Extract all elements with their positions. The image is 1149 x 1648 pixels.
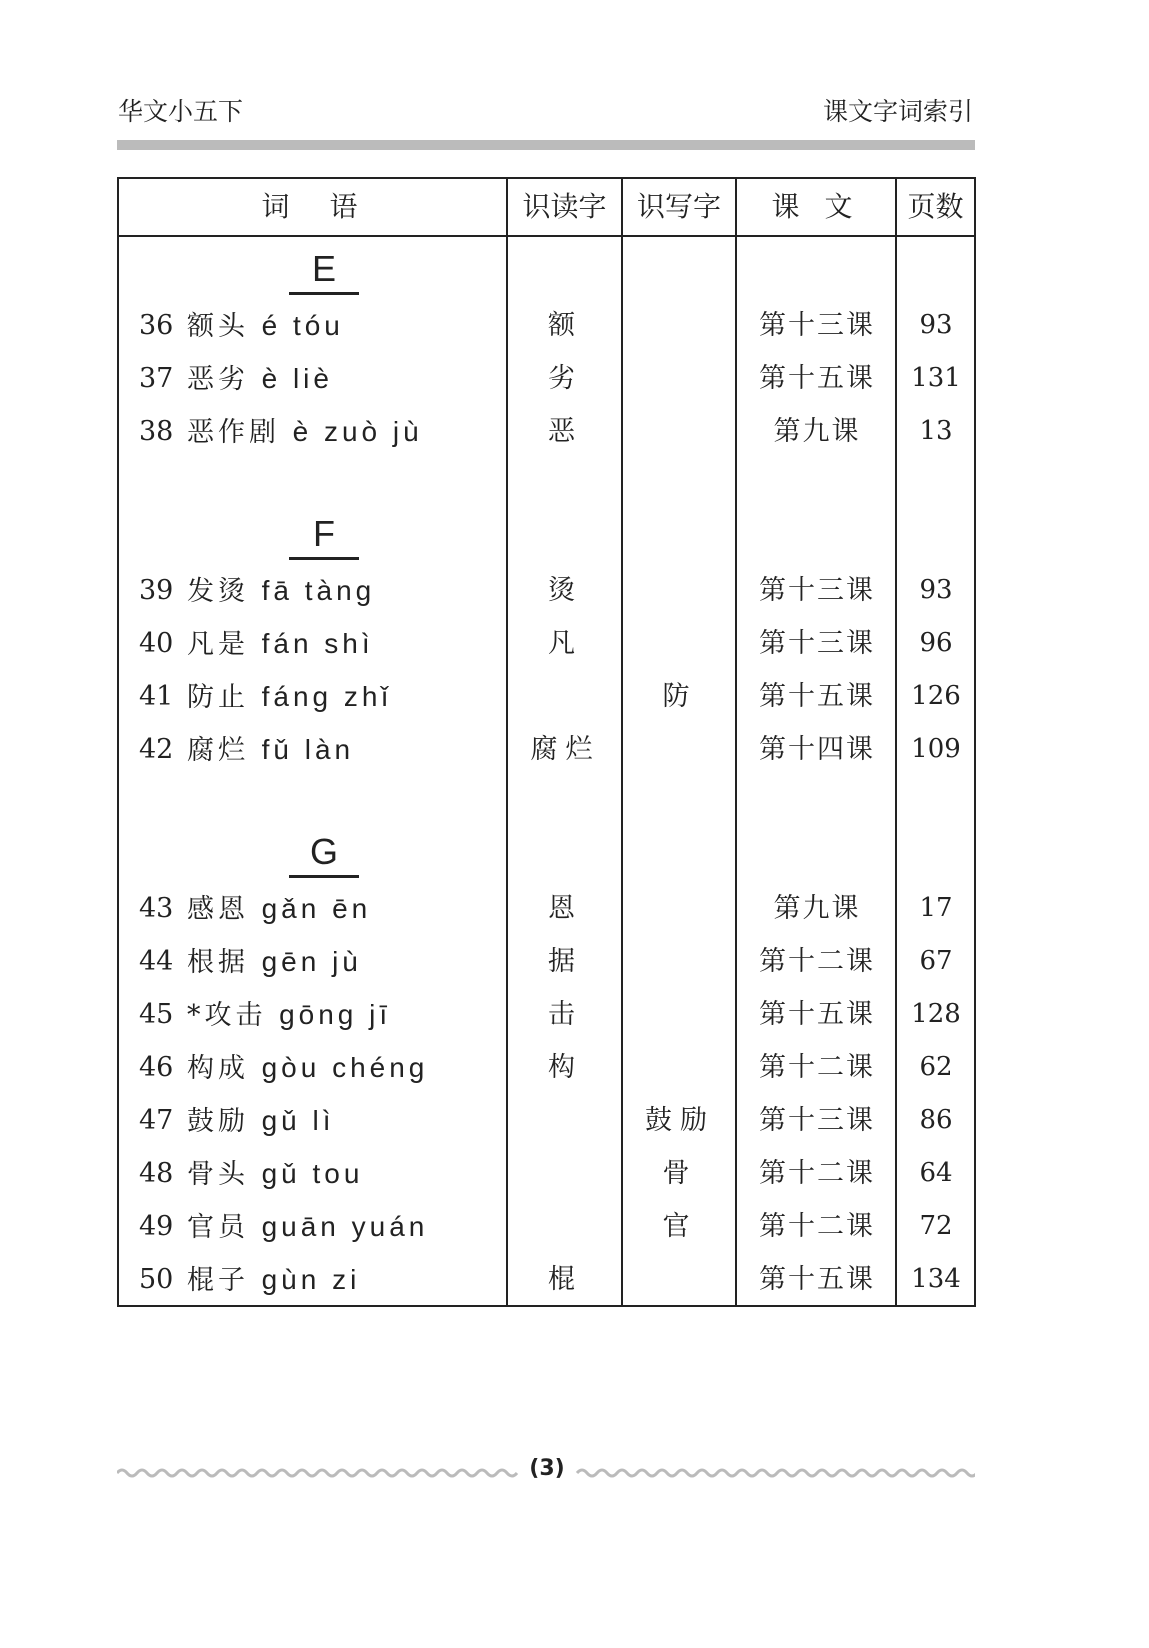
page-ref: 62 [919,1052,953,1082]
lesson: 第十三课 [759,628,875,659]
read-chars: 击 [548,999,583,1030]
read-chars: 额 [548,310,583,341]
read-chars: 恶 [548,416,583,447]
page-ref: 93 [919,575,953,605]
entry-word [187,1147,363,1201]
table-row [119,405,974,458]
write-chars: 防 [662,681,698,712]
entry-word [187,670,392,724]
entry-number: 39 [139,575,174,606]
lesson: 第十三课 [759,575,875,606]
word-chars: 发烫 [187,576,249,607]
entry-number: 38 [139,416,174,447]
pinyin: fā tàng [261,575,376,606]
lesson: 第九课 [773,893,861,924]
page-ref: 86 [919,1105,953,1135]
word-chars: 构成 [187,1053,249,1084]
read-chars: 凡 [548,628,583,659]
lesson: 第十四课 [759,734,875,765]
table-row [119,1253,974,1306]
header-words: 词 语 [261,190,364,223]
page-ref: 13 [919,416,953,446]
word-chars: 官员 [187,1212,249,1243]
entry-number: 36 [139,310,174,341]
entry-number: 45 [139,999,174,1030]
lesson: 第十五课 [759,363,875,394]
word-chars: *攻击 [187,1000,267,1031]
entry-word [187,1041,428,1095]
entry-word [187,723,354,777]
read-chars: 烫 [548,575,583,606]
section-letter-row [119,829,974,882]
table-row [119,564,974,617]
pinyin: gǎn ēn [261,893,372,924]
pinyin: fǔ làn [261,734,355,765]
page-ref: 131 [911,363,961,393]
pinyin: guān yuán [261,1211,429,1242]
entry-word [187,988,391,1042]
entry-number: 47 [139,1105,174,1136]
read-chars: 劣 [548,363,583,394]
lesson: 第十二课 [759,946,875,977]
entry-word [187,617,374,671]
entry-number: 46 [139,1052,174,1083]
word-chars: 感恩 [187,894,249,925]
index-table [117,177,976,1307]
pinyin: è liè [261,363,333,394]
entry-number: 50 [139,1264,174,1295]
table-row [119,1147,974,1200]
entry-word [187,352,333,406]
page-ref: 109 [911,734,961,764]
word-chars: 棍子 [187,1265,249,1296]
lesson: 第十二课 [759,1211,875,1242]
pinyin: gēn jù [261,946,362,977]
page-number: (3) [529,1456,565,1481]
pinyin: gōng jī [279,999,392,1030]
entry-number: 43 [139,893,174,924]
pinyin: gǔ lì [261,1105,335,1136]
entry-word [187,1094,335,1148]
table-row [119,882,974,935]
section-title: 课文字词索引 [822,97,973,126]
header-lesson: 课 文 [771,190,861,223]
page-ref: 126 [911,681,961,711]
page-ref: 134 [911,1264,961,1294]
word-chars: 恶劣 [187,364,249,395]
word-chars: 根据 [187,947,249,978]
table-row [119,352,974,405]
blank-row [119,458,974,511]
entry-number: 40 [139,628,174,659]
table-row [119,670,974,723]
pinyin: gùn zi [261,1264,361,1295]
entry-word [187,564,375,618]
entry-word [187,935,362,989]
word-chars: 鼓励 [187,1106,249,1137]
table-header [119,179,974,237]
page-ref: 17 [919,893,953,923]
page-ref: 64 [919,1158,953,1188]
table-row [119,1200,974,1253]
entry-word [187,1200,428,1254]
header-page: 页数 [907,190,964,223]
write-chars: 骨 [662,1158,698,1189]
table-row [119,617,974,670]
word-chars: 腐烂 [187,735,249,766]
lesson: 第十二课 [759,1052,875,1083]
read-chars: 棍 [548,1264,583,1295]
page-ref: 93 [919,310,953,340]
word-chars: 额头 [187,311,249,342]
header-write-chars: 识写字 [636,190,721,223]
pinyin: gòu chéng [261,1052,429,1083]
lesson: 第十五课 [759,681,875,712]
blank-row [119,776,974,829]
header-divider [117,140,975,150]
entry-word [187,405,423,459]
lesson: 第十三课 [759,1105,875,1136]
page-ref: 96 [919,628,953,658]
page-ref: 72 [919,1211,953,1241]
section-letter-row [119,246,974,299]
section-letter: G [289,829,359,878]
pinyin: è zuò jù [292,416,423,447]
section-letter-row [119,511,974,564]
page-ref: 67 [919,946,953,976]
entry-number: 49 [139,1211,174,1242]
pinyin: é tóu [261,310,344,341]
table-row [119,988,974,1041]
entry-number: 44 [139,946,174,977]
table-body [119,246,974,1306]
header-read-chars: 识读字 [522,190,607,223]
table-row [119,299,974,352]
read-chars: 构 [548,1052,583,1083]
book-title: 华文小五下 [118,97,244,126]
table-row [119,935,974,988]
write-chars: 鼓励 [645,1105,715,1136]
word-chars: 防止 [187,682,249,713]
entry-word [187,299,344,353]
footer [117,1456,975,1490]
write-chars: 官 [662,1211,698,1242]
entry-number: 37 [139,363,174,394]
entry-word [187,1253,360,1307]
entry-number: 48 [139,1158,174,1189]
entry-word [187,882,371,936]
read-chars: 据 [548,946,583,977]
page-ref: 128 [911,999,961,1029]
section-letter: F [289,511,359,560]
pinyin: fáng zhǐ [261,681,392,712]
entry-number: 41 [139,681,174,712]
table-row [119,723,974,776]
word-chars: 凡是 [187,629,249,660]
lesson: 第十五课 [759,999,875,1030]
table-row [119,1094,974,1147]
lesson: 第十三课 [759,310,875,341]
word-chars: 恶作剧 [187,417,280,448]
read-chars: 恩 [548,893,583,924]
lesson: 第十二课 [759,1158,875,1189]
word-chars: 骨头 [187,1159,249,1190]
lesson: 第十五课 [759,1264,875,1295]
read-chars: 腐烂 [530,734,601,765]
entry-number: 42 [139,734,174,765]
lesson: 第九课 [773,416,861,447]
pinyin: gǔ tou [261,1158,364,1189]
section-letter: E [289,246,359,295]
table-row [119,1041,974,1094]
pinyin: fán shì [261,628,374,659]
